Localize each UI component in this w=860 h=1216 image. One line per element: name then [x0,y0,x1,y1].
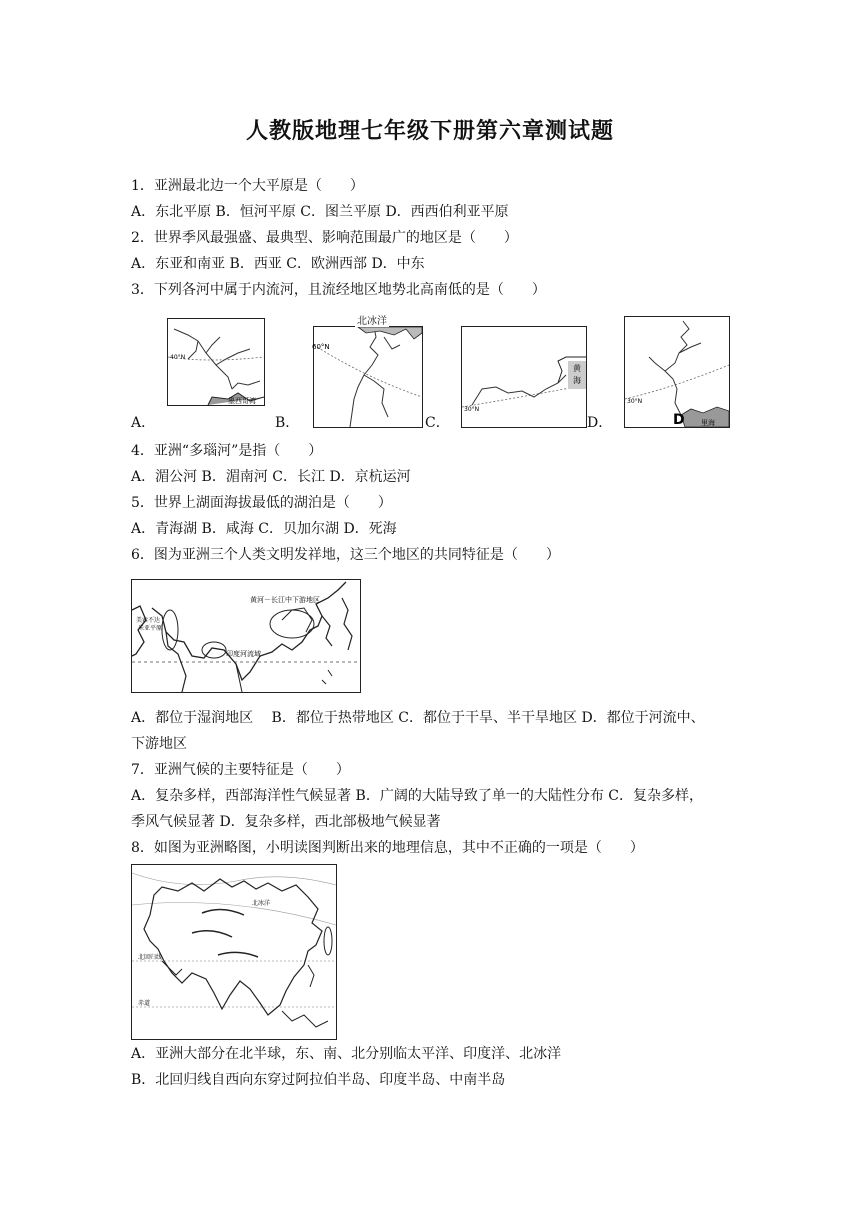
question-7-options-line1: A．复杂多样，西部海洋性气候显著 B．广阔的大陆导致了单一的大陆性分布 C．复杂多样， [131,788,704,804]
question-8-option-a: A．亚洲大部分在北半球，东、南、北分别临太平洋、印度洋、北冰洋 [131,1046,562,1062]
civ-indus-label: 印度河流域 [226,650,261,658]
option-a-label: A． [131,415,156,431]
question-3-stem: 3．下列各河中属于内流河，且流经地区地势北高南低的是（ ） [131,282,546,298]
question-6-stem: 6．图为亚洲三个人类文明发祥地，这三个地区的共同特征是（ ） [131,547,560,563]
question-5-options: A．青海湖 B．咸海 C．贝加尔湖 D．死海 [131,521,397,537]
option-b-label: B． [275,415,300,431]
question-6-options-line2: 下游地区 [131,736,187,752]
map-b-lat: 60°N [312,343,330,351]
map-option-a [167,318,265,406]
question-2-options: A．东亚和南亚 B．西亚 C．欧洲西部 D．中东 [131,256,425,272]
question-4-options: A．湄公河 B．湄南河 C．长江 D．京杭运河 [131,469,411,485]
civ-yellow-label: 黄河－长江中下游地区 [250,596,320,604]
question-7-options-line2: 季风气候显著 D．复杂多样，西北部极地气候显著 [131,814,441,830]
page-title: 人教版地理七年级下册第六章测试题 [245,119,614,144]
map-option-b [313,326,423,428]
map-b-sea: 北冰洋 [355,312,389,327]
map-option-c [461,326,587,428]
question-8-option-b: B．北回归线自西向东穿过阿拉伯半岛、印度半岛、中南半岛 [131,1072,506,1088]
map-c-lat: 30°N [464,406,480,413]
map-d-letter: D [673,412,685,428]
map-c-sea2: 海 [573,376,581,385]
question-6-options-line1: A．都位于湿润地区 B．都位于热带地区 C．都位于干旱、半干旱地区 D．都位于河流中、 [131,710,705,726]
map-c-sea1: 黄 [573,364,581,373]
question-2-stem: 2．世界季风最强盛、最典型、影响范围最广的地区是（ ） [131,230,518,246]
question-7-stem: 7．亚洲气候的主要特征是（ ） [131,762,350,778]
option-c-label: C． [425,415,450,431]
civ-meso-label-1: 美索不达 [136,617,161,624]
question-1-options: A．东北平原 B．恒河平原 C．图兰平原 D．西西伯利亚平原 [131,204,509,220]
question-1-stem: 1．亚洲最北边一个大平原是（ ） [131,178,364,194]
asia-tropic-label: 北回归线 [138,954,163,961]
map-d-sea: 里海 [701,419,715,427]
question-4-stem: 4．亚洲“多瑙河”是指（ ） [131,443,323,459]
map-a-sea: 墨西哥湾 [228,397,256,405]
question-8-stem: 8．如图为亚洲略图，小明读图判断出来的地理信息，其中不正确的一项是（ ） [131,840,644,856]
map-a-lat: 40°N [170,354,186,361]
option-d-label: D． [587,415,613,431]
asia-ocean-label: 北冰洋 [252,900,271,907]
map-option-d [624,316,730,428]
map-asia [131,864,337,1040]
map-civilizations [131,579,361,693]
question-5-stem: 5．世界上湖面海拔最低的湖泊是（ ） [131,495,392,511]
map-d-lat: 30°N [627,398,643,405]
asia-equator-label: 赤道 [138,1000,151,1007]
civ-meso-label-2: 米亚平原 [138,625,163,632]
